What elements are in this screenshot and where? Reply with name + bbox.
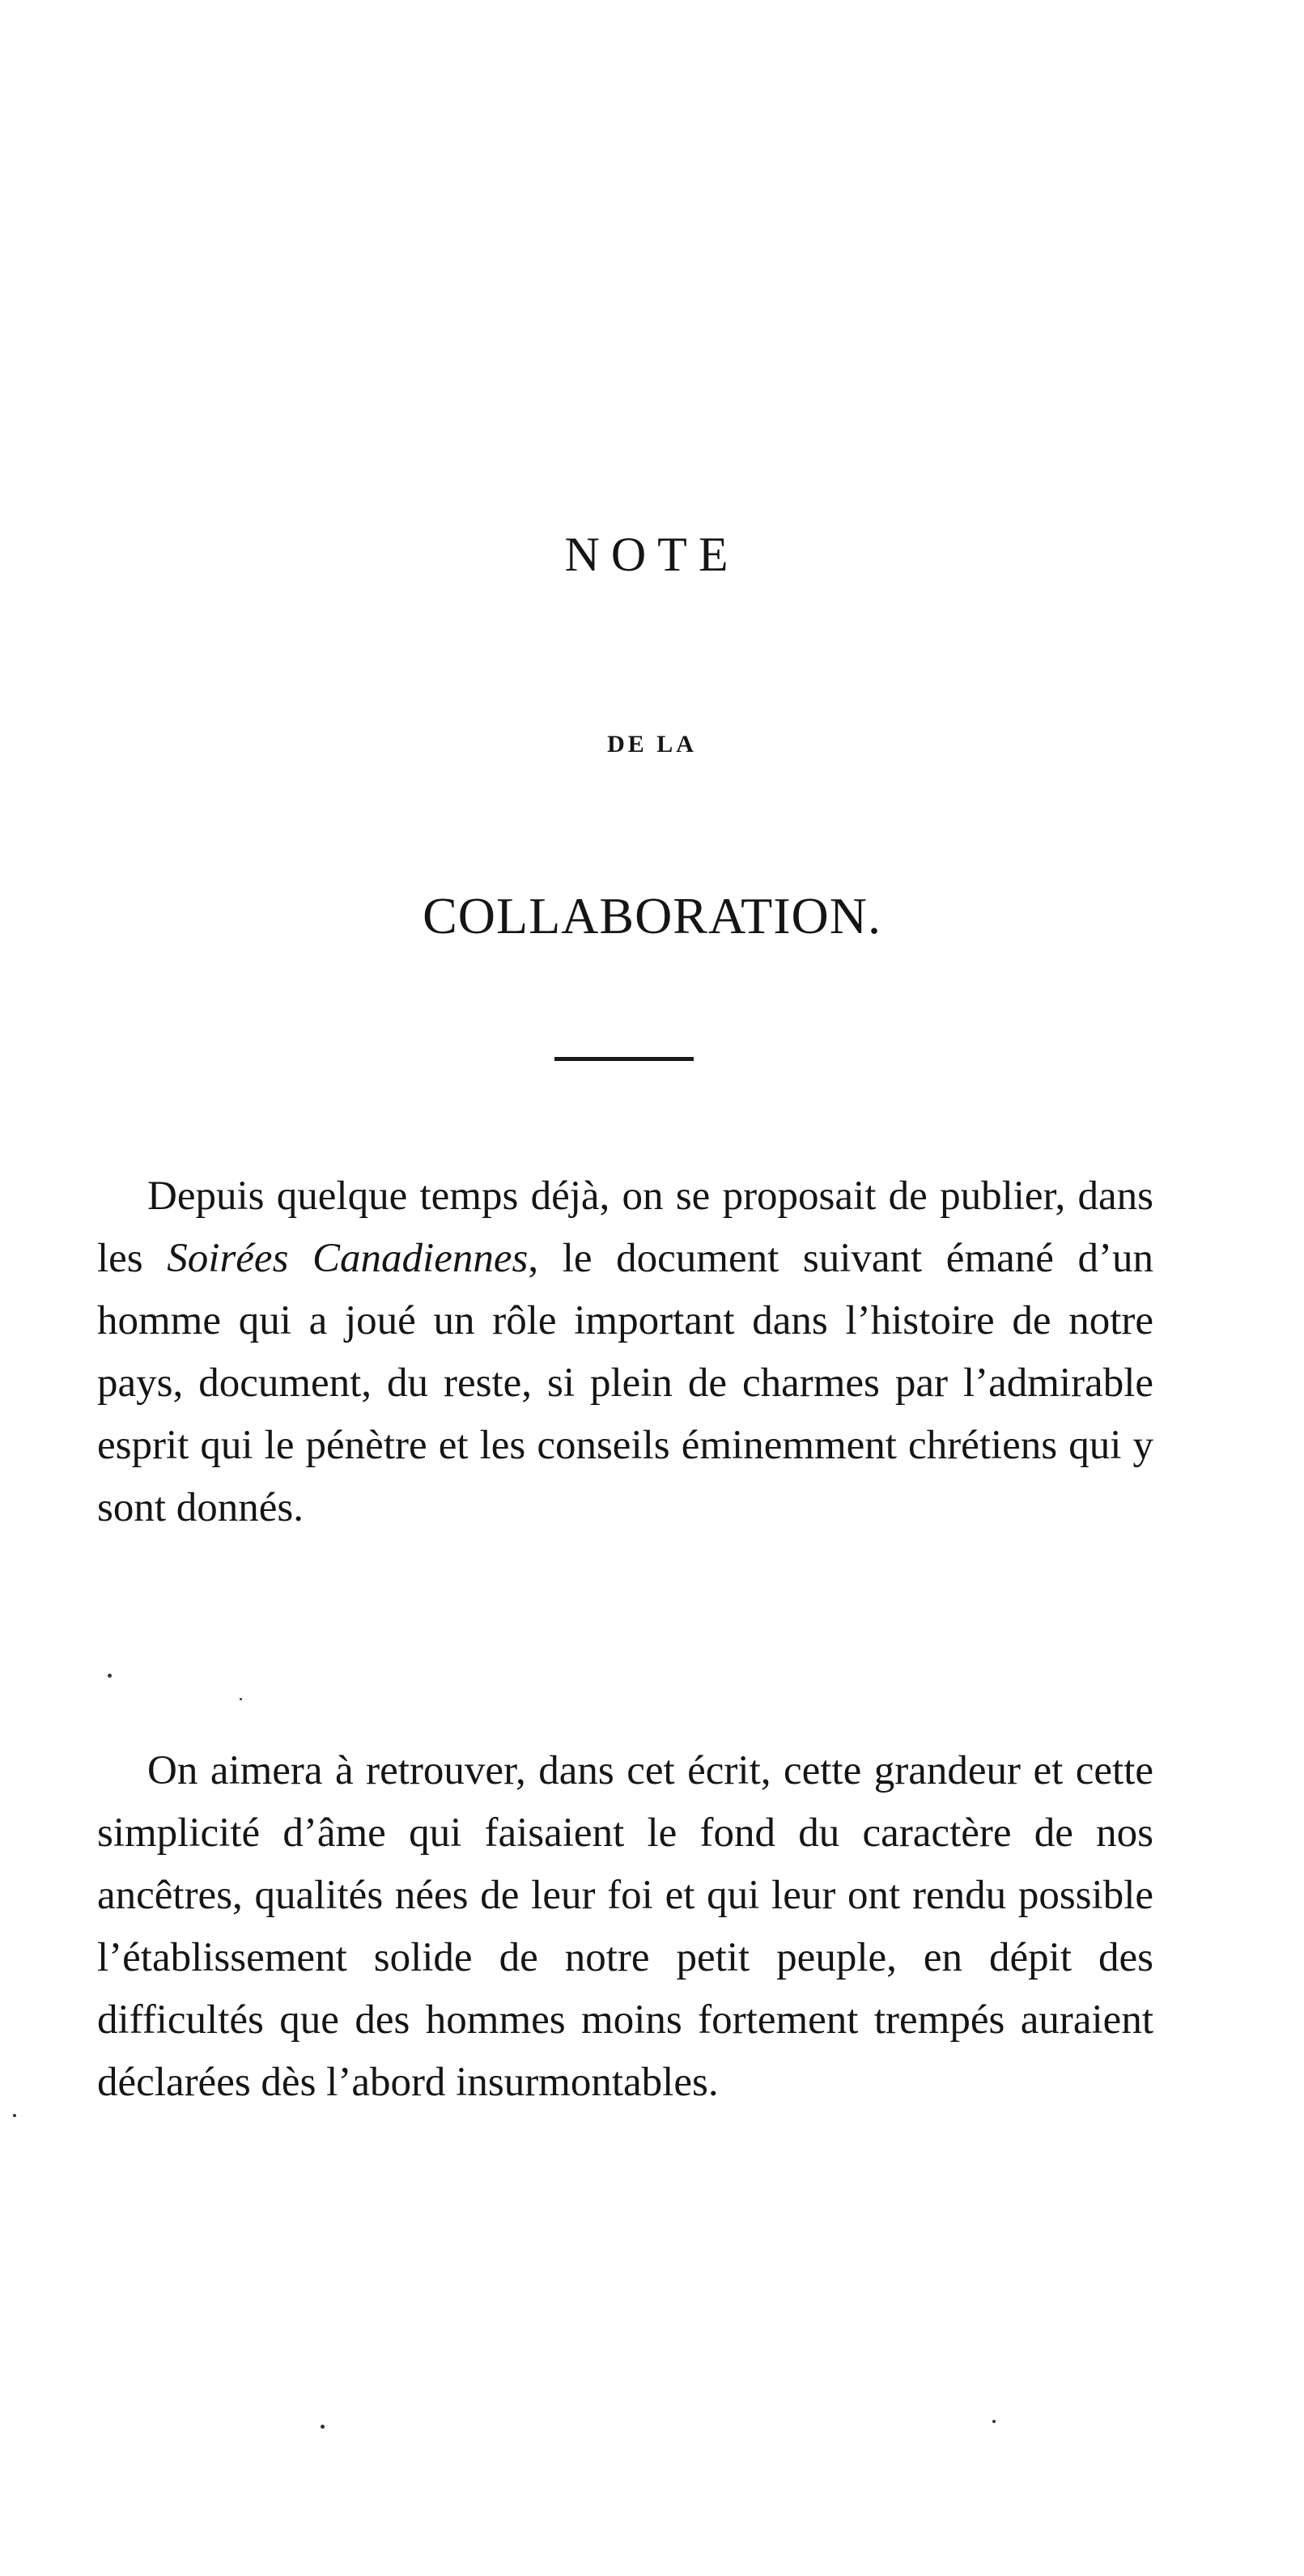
collaboration-heading: COLLABORATION. xyxy=(423,887,881,944)
paper-speck xyxy=(992,2420,996,2423)
paper-speck xyxy=(108,1674,112,1678)
note-title: NOTE xyxy=(564,528,740,581)
paper-speck xyxy=(321,2425,325,2429)
paragraph-ancestors: On aimera à retrouver, dans cet écrit, cette grandeur et cette simplicité d’âme qui faisaient le fond du caractère de nos ancêtres, qualités nées de leur foi et qui leur ont rendu possible l’établissement solide de notre petit peuple, en dépit des difficultés que des hommes moins fortement trempés auraient déclarées dès l’abord insurmontables. xyxy=(97,1748,1153,2105)
paragraph-intro-end: , le document suivant émané d’un homme qui a joué un rôle important dans l’histoire de notre pays, document, du reste, si plein de charmes par l’admirable esprit qui le pénètre et les conseils éminemment chrétiens qui y sont donnés. xyxy=(97,1236,1153,1530)
paper-speck xyxy=(13,2114,16,2117)
separator-rule xyxy=(554,1057,694,1061)
note-subtitle: DE LA xyxy=(607,731,697,758)
paper-speck xyxy=(240,1698,242,1700)
paragraph-intro-start: Depuis quelque temps déjà, on se proposait de publier, dans les xyxy=(97,1173,1153,1281)
paragraph-intro xyxy=(97,1165,1153,1539)
publication-title: Soirées Canadiennes xyxy=(167,1236,529,1281)
